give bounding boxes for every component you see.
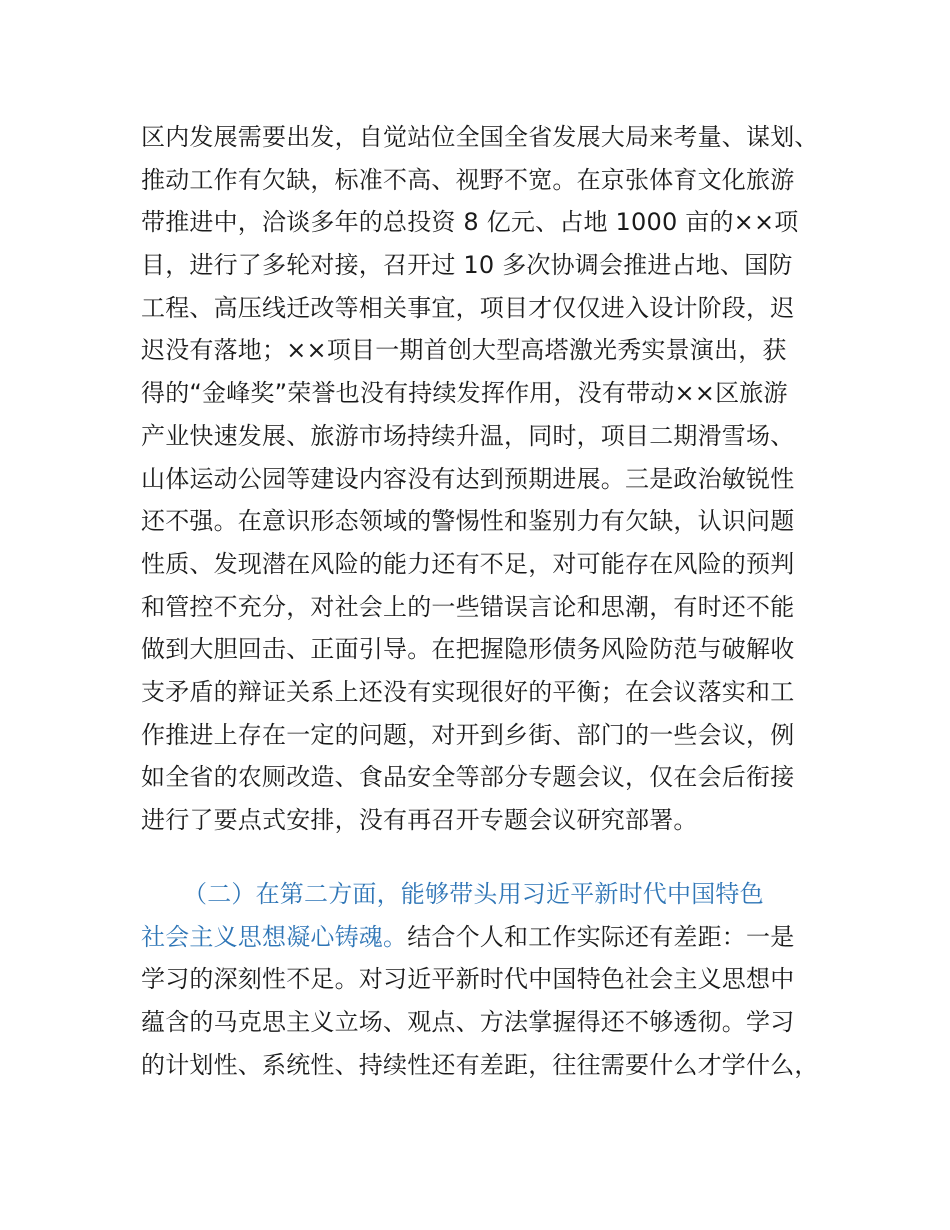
text-line: 进行了要点式安排，没有再召开专题会议研究部署。 bbox=[141, 806, 698, 834]
text-line: 性质、发现潜在风险的能力还有不足，对可能存在风险的预判 bbox=[141, 549, 795, 578]
text-line: 的计划性、系统性、持续性还有差距，往往需要什么才学什么， bbox=[141, 1050, 819, 1079]
text-line: 还不强。在意识形态领域的警惕性和鉴别力有欠缺，认识问题 bbox=[141, 507, 795, 536]
text-line: 山体运动公园等建设内容没有达到预期进展。三是政治敏锐性 bbox=[141, 464, 795, 493]
text-line: 区内发展需要出发，自觉站位全国全省发展大局来考量、谋划、 bbox=[141, 123, 819, 151]
text-line: 迟没有落地；××项目一期首创大型高塔激光秀实景演出，获 bbox=[141, 336, 787, 365]
paragraph-1 bbox=[141, 116, 821, 842]
text-line: 做到大胆回击、正面引导。在把握隐形债务风险防范与破解收 bbox=[141, 635, 795, 664]
text-line: 得的“金峰奖”荣誉也没有持续发挥作用，没有带动××区旅游 bbox=[141, 379, 788, 408]
section-heading: （二）在第二方面，能够带头用习近平新时代中国特色 bbox=[183, 880, 764, 908]
text-line: 如全省的农厕改造、食品安全等部分专题会议，仅在会后衔接 bbox=[141, 763, 795, 792]
text-line: 学习的深刻性不足。对习近平新时代中国特色社会主义思想中 bbox=[141, 965, 795, 994]
paragraph-2 bbox=[141, 873, 821, 1086]
text-line: 产业快速发展、旅游市场持续升温，同时，项目二期滑雪场、 bbox=[141, 421, 795, 450]
text-line-rest: 结合个人和工作实际还有差距：一是 bbox=[407, 922, 795, 951]
text-line: 带推进中，洽谈多年的总投资 8 亿元、占地 1000 亩的××项 bbox=[141, 208, 799, 237]
section-heading-continued: 社会主义思想凝心铸魂。 bbox=[141, 922, 408, 951]
text-line: 工程、高压线迁改等相关事宜，项目才仅仅进入设计阶段，迟 bbox=[141, 293, 795, 322]
text-line: 和管控不充分，对社会上的一些错误言论和思潮，有时还不能 bbox=[141, 592, 795, 621]
text-line: 推动工作有欠缺，标准不高、视野不宽。在京张体育文化旅游 bbox=[141, 165, 795, 194]
text-line: 作推进上存在一定的问题，对开到乡街、部门的一些会议，例 bbox=[141, 720, 795, 749]
text-line: 目，进行了多轮对接，召开过 10 多次协调会推进占地、国防 bbox=[141, 251, 793, 280]
text-line bbox=[141, 916, 821, 959]
text-line: 支矛盾的辩证关系上还没有实现很好的平衡；在会议落实和工 bbox=[141, 677, 795, 706]
text-line: 蕴含的马克思主义立场、观点、方法掌握得还不够透彻。学习 bbox=[141, 1008, 795, 1037]
